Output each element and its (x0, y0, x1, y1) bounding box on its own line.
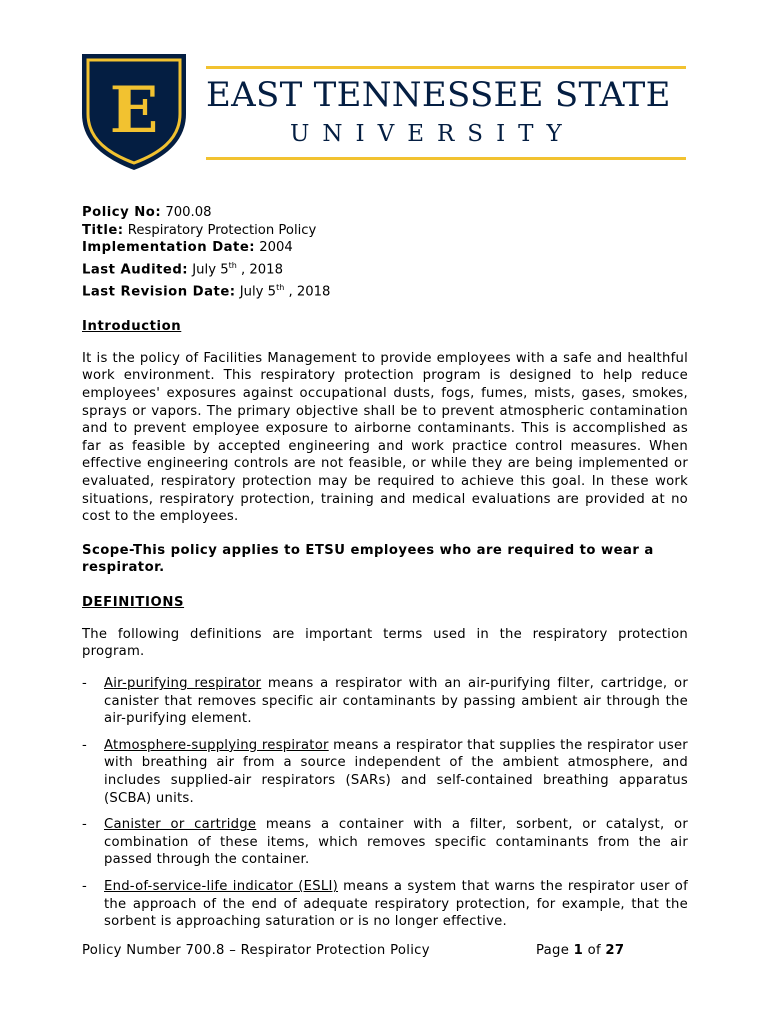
university-name-line2: UNIVERSITY (290, 121, 575, 147)
university-wordmark (206, 66, 686, 160)
last-revision-date: Last Revision Date: July 5th , 2018 (82, 282, 331, 300)
etsu-shield-logo (80, 52, 188, 172)
definition-text: means a container with a filter, sorbent, or catalyst, or combination of these items, which removes specific contaminants from the air passed through the container. (104, 817, 688, 868)
last-audited: Last Audited: July 5th , 2018 (82, 260, 283, 278)
page-counter: Page 1 of 27 (536, 943, 625, 958)
definition-item: - Air-purifying respirator means a respirator with an air-purifying filter, cartridge, or canister that removes specific air contaminants by passing ambient air through the air-purifying element. (82, 676, 689, 727)
logo-letter: E (109, 73, 159, 148)
definition-text: means a respirator that supplies the respirator user with breathing air from a source independent of the ambient atmosphere, and includes supplied-air respirators (SARs) and self-contained breathing apparatus (SCBA) units. (104, 737, 688, 806)
gold-rule-top (206, 66, 686, 69)
introduction-text: It is the policy of Facilities Management to provide employees with a safe and healthful work environment. This respiratory protection program is designed to help reduce employees' exposures against occupational dusts, fogs, fumes, mists, gases, smokes, sprays or vapors. The primary objective shall be to prevent atmospheric contamination and to prevent employee exposure to airborne contaminants. This is accomplished as far as feasible by accepted engineering and work practice control measures. When effective engineering controls are not feasible, or while they are being implemented or evaluated, respiratory protection may be required to achieve this goal. In these work situations, respiratory protection, training and medical evaluations are provided at no cost to the employees. (82, 350, 688, 525)
policy-title: Title: Respiratory Protection Policy (82, 222, 317, 238)
definition-term: Atmosphere-supplying respirator (104, 737, 329, 753)
definition-item: - End-of-service-life indicator (ESLI) means a system that warns the respirator user of the approach of the end of adequate respiratory protection, for example, that the sorbent is approaching saturation or is no longer effective. (82, 879, 688, 930)
definition-text: means a system that warns the respirator user of the approach of the end of adequate respiratory protection, for example, that the sorbent is approaching saturation or is no longer effective. (104, 879, 688, 930)
university-name-line1: EAST TENNESSEE STATE (206, 75, 671, 115)
policy-metadata (82, 204, 688, 301)
definition-term: Air-purifying respirator (104, 676, 262, 692)
implementation-date: Implementation Date: 2004 (82, 240, 293, 256)
definition-item: - Canister or cartridge means a container with a filter, sorbent, or catalyst, or combination of these items, which removes specific contaminants from the air passed through the container. (82, 817, 688, 868)
definition-term: End-of-service-life indicator (ESLI) (104, 879, 338, 894)
document-body (82, 204, 688, 940)
definition-item: - Atmosphere-supplying respirator means a respirator that supplies the respirator user with breathing air from a source independent of the ambient atmosphere, and includes supplied-air respirators (SARs) and self-contained breathing apparatus (SCBA) units. (82, 737, 688, 806)
footer-policy-label: Policy Number 700.8 – Respirator Protection Policy (82, 943, 430, 958)
definitions-heading: DEFINITIONS (82, 594, 185, 610)
definitions-list (82, 675, 688, 931)
scope-statement: Scope-This policy applies to ETSU employees who are required to wear a respirator. (82, 542, 654, 576)
university-header (80, 52, 690, 172)
definition-text: means a respirator with an air-purifying filter, cartridge, or canister that removes specific air contaminants by passing ambient air through the air-purifying element. (104, 676, 689, 727)
gold-rule-bottom (206, 157, 686, 160)
introduction-heading: Introduction (82, 318, 182, 334)
policy-number: Policy No: 700.08 (82, 205, 212, 220)
definition-term: Canister or cartridge (104, 817, 257, 833)
definitions-intro: The following definitions are important terms used in the respiratory protection program. (82, 626, 688, 660)
